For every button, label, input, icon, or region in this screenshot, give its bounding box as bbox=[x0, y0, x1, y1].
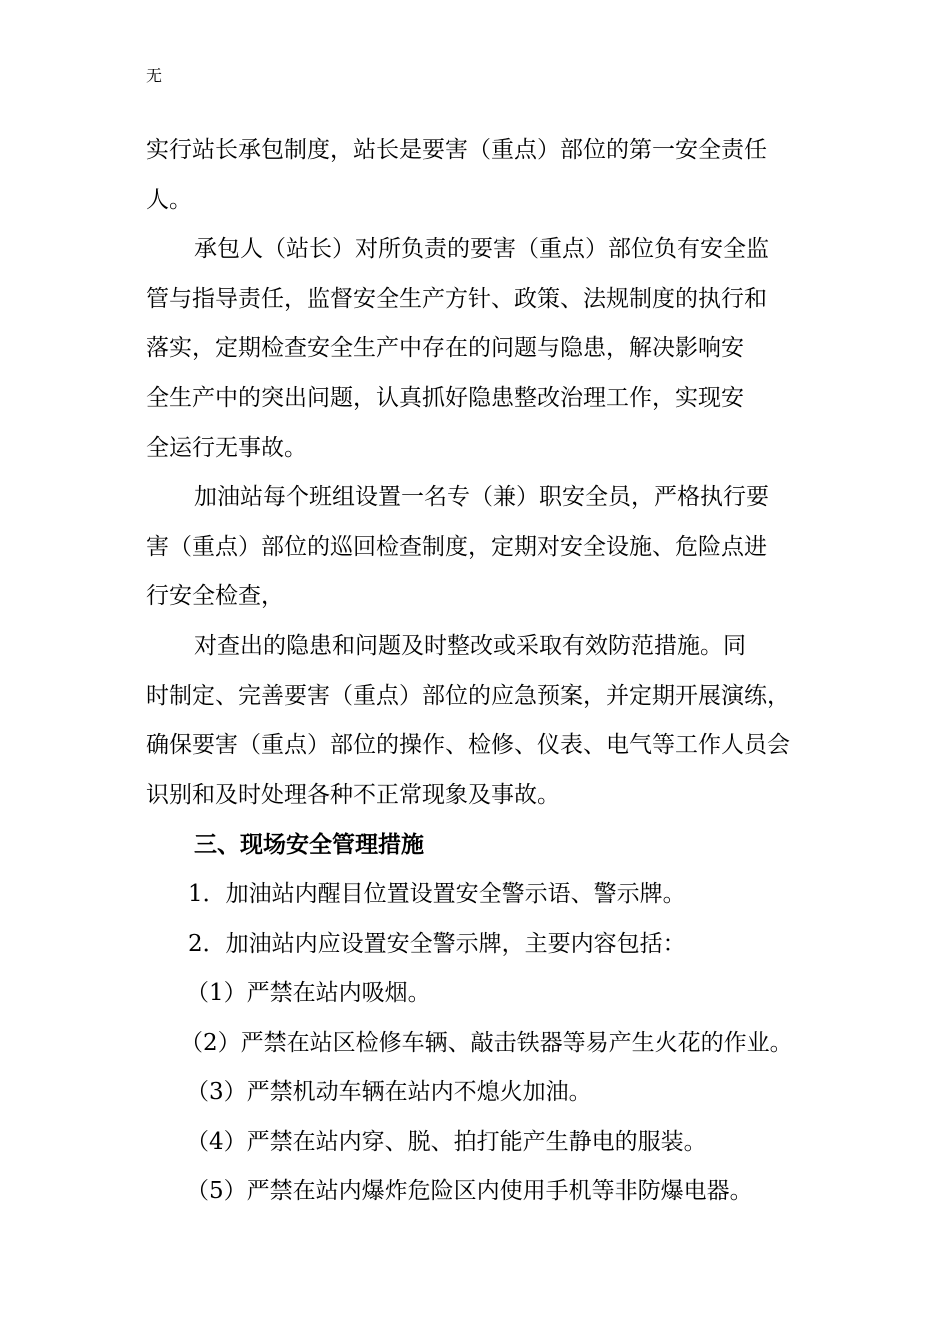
sub-list-item: （2）严禁在站区检修车辆、敲击铁器等易产生火花的作业。 bbox=[180, 1029, 793, 1056]
paragraph-line: 承包人（站长）对所负责的要害（重点）部位负有安全监 bbox=[194, 236, 769, 263]
paragraph-line: 实行站长承包制度，站长是要害（重点）部位的第一安全责任 bbox=[146, 137, 767, 163]
sub-list-item: （1）严禁在站内吸烟。 bbox=[186, 980, 431, 1007]
document-body bbox=[146, 126, 816, 1217]
section-heading: 三、现场安全管理措施 bbox=[194, 831, 424, 859]
paragraph-line: 全生产中的突出问题，认真抓好隐患整改治理工作，实现安 bbox=[146, 384, 744, 411]
paragraph-line: 对查出的隐患和问题及时整改或采取有效防范措施。同 bbox=[194, 632, 746, 659]
paragraph-line: 加油站每个班组设置一名专（兼）职安全员，严格执行要 bbox=[194, 484, 769, 511]
page-header-text: 无 bbox=[146, 66, 163, 85]
paragraph-line: 时制定、完善要害（重点）部位的应急预案，并定期开展演练， bbox=[146, 682, 790, 709]
paragraph-line: 确保要害（重点）部位的操作、检修、仪表、电气等工作人员会 bbox=[146, 732, 790, 759]
sub-list-item: （3）严禁机动车辆在站内不熄火加油。 bbox=[186, 1079, 592, 1106]
list-item: 2．加油站内应设置安全警示牌，主要内容包括： bbox=[188, 930, 686, 957]
paragraph-line: 识别和及时处理各种不正常现象及事故。 bbox=[146, 781, 560, 808]
list-item: 1．加油站内醒目位置设置安全警示语、警示牌。 bbox=[188, 880, 686, 907]
paragraph-line: 落实，定期检查安全生产中存在的问题与隐患，解决影响安 bbox=[146, 335, 744, 362]
paragraph-line: 全运行无事故。 bbox=[146, 434, 307, 461]
sub-list-item: （4）严禁在站内穿、脱、拍打能产生静电的服装。 bbox=[186, 1128, 707, 1155]
paragraph-line: 害（重点）部位的巡回检查制度，定期对安全设施、危险点进 bbox=[146, 533, 767, 560]
paragraph-line: 管与指导责任，监督安全生产方针、政策、法规制度的执行和 bbox=[146, 285, 767, 312]
paragraph-line: 人。 bbox=[146, 186, 192, 213]
paragraph-line: 行安全检查， bbox=[146, 583, 284, 610]
sub-list-item: （5）严禁在站内爆炸危险区内使用手机等非防爆电器。 bbox=[186, 1178, 753, 1205]
